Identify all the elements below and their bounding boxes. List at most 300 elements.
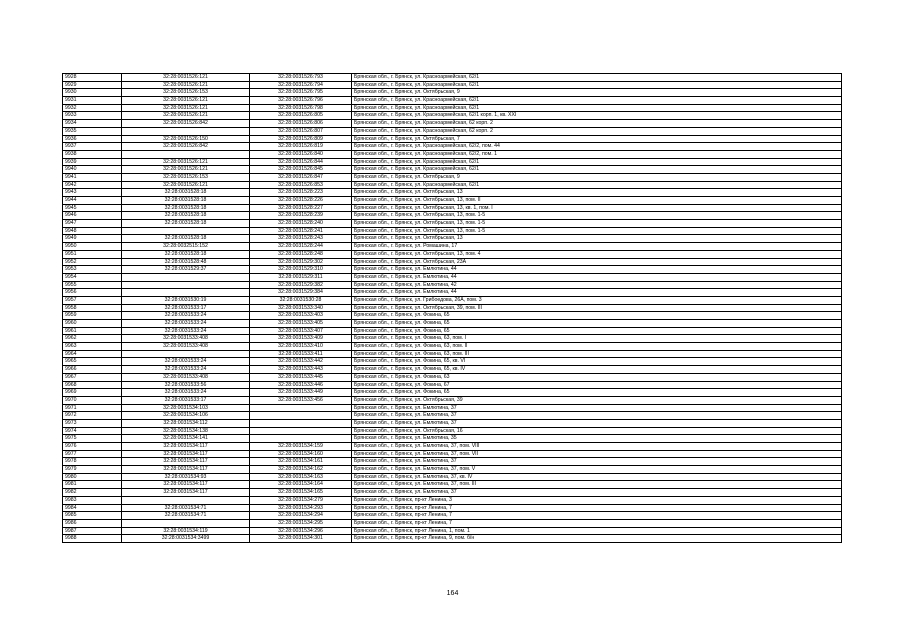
object-cadastral-number-cell: 32:28:0031529:382: [250, 281, 352, 289]
address-cell: Брянская обл., г. Брянск, ул. Красноармейская, 62 корп. 2: [352, 127, 842, 135]
land-cadastral-number-cell: [122, 350, 250, 358]
address-cell: Брянская обл., г. Брянск, ул. Октябрьская, 39, пом. III: [352, 304, 842, 312]
table-row: [63, 512, 842, 520]
object-cadastral-number-cell: 32:28:0031534:159: [250, 443, 352, 451]
address-cell: Брянская обл., г. Брянск, ул. Красноармейская, 62/1: [352, 74, 842, 82]
address-cell: Брянская обл., г. Брянск, ул. Емлютина, 37, пом. VIII: [352, 443, 842, 451]
table-row: [63, 358, 842, 366]
object-cadastral-number-cell: 32:28:0031533:403: [250, 312, 352, 320]
object-cadastral-number-cell: 32:28:0031533:446: [250, 381, 352, 389]
land-cadastral-number-cell: 32:28:0031530:19: [122, 296, 250, 304]
address-cell: Брянская обл., г. Брянск, ул. Фокина, 63, пом. II: [352, 343, 842, 351]
row-number-cell: 9983: [63, 496, 122, 504]
land-cadastral-number-cell: 32:28:0031534:112: [122, 419, 250, 427]
land-cadastral-number-cell: 32:28:0031533:56: [122, 381, 250, 389]
object-cadastral-number-cell: 32:28:0031526:809: [250, 135, 352, 143]
land-cadastral-number-cell: 32:28:0031528:18: [122, 204, 250, 212]
address-cell: Брянская обл., г. Брянск, ул. Фокина, 65, кв. IV: [352, 366, 842, 374]
address-cell: Брянская обл., г. Брянск, ул. Емлютина, 37: [352, 458, 842, 466]
land-cadastral-number-cell: 32:28:0031534:71: [122, 512, 250, 520]
table-row: [63, 458, 842, 466]
object-cadastral-number-cell: 32:28:0031526:853: [250, 181, 352, 189]
address-cell: Брянская обл., г. Брянск, ул. Октябрьская, 16: [352, 427, 842, 435]
row-number-cell: 9984: [63, 504, 122, 512]
address-cell: Брянская обл., г. Брянск, ул. Красноармейская, 62 корп. 2: [352, 120, 842, 128]
land-cadastral-number-cell: 32:28:0031534:3499: [122, 535, 250, 543]
land-cadastral-number-cell: 32:28:0031533:24: [122, 312, 250, 320]
table-row: [63, 450, 842, 458]
address-cell: Брянская обл., г. Брянск, ул. Емлютина, 37: [352, 489, 842, 497]
object-cadastral-number-cell: 32:28:0031534:301: [250, 535, 352, 543]
object-cadastral-number-cell: 32:28:0031533:456: [250, 396, 352, 404]
object-cadastral-number-cell: 32:28:0031529:384: [250, 289, 352, 297]
land-cadastral-number-cell: 32:28:0031528:48: [122, 258, 250, 266]
address-cell: Брянская обл., г. Брянск, ул. Октябрьская, 13, пом. II: [352, 197, 842, 205]
row-number-cell: 9956: [63, 289, 122, 297]
object-cadastral-number-cell: 32:28:0031534:161: [250, 458, 352, 466]
table-row: [63, 320, 842, 328]
address-cell: Брянская обл., г. Брянск, ул. Октябрьская, 13, пом. 1-5: [352, 227, 842, 235]
land-cadastral-number-cell: 32:28:0031533:24: [122, 366, 250, 374]
table-row: [63, 150, 842, 158]
table-row: [63, 189, 842, 197]
table-row: [63, 220, 842, 228]
object-cadastral-number-cell: 32:28:0031533:409: [250, 335, 352, 343]
table-row: [63, 527, 842, 535]
land-cadastral-number-cell: 32:28:0031534:117: [122, 458, 250, 466]
table-row: [63, 158, 842, 166]
table-row: [63, 112, 842, 120]
registry-table-body: [63, 74, 842, 543]
object-cadastral-number-cell: 32:28:0031533:410: [250, 343, 352, 351]
address-cell: Брянская обл., г. Брянск, ул. Октябрьская, 7: [352, 135, 842, 143]
land-cadastral-number-cell: 32:28:0031533:408: [122, 343, 250, 351]
table-row: [63, 312, 842, 320]
land-cadastral-number-cell: 32:28:0031534:117: [122, 466, 250, 474]
land-cadastral-number-cell: 32:28:0031526:153: [122, 89, 250, 97]
land-cadastral-number-cell: 32:28:0031533:408: [122, 335, 250, 343]
row-number-cell: 9939: [63, 158, 122, 166]
address-cell: Брянская обл., г. Брянск, ул. Октябрьская, 9: [352, 173, 842, 181]
address-cell: Брянская обл., г. Брянск, ул. Красноармейская, 62/2, пом. 1: [352, 150, 842, 158]
row-number-cell: 9933: [63, 112, 122, 120]
land-cadastral-number-cell: 32:28:0031534:138: [122, 427, 250, 435]
table-row: [63, 427, 842, 435]
object-cadastral-number-cell: 32:28:0031528:226: [250, 197, 352, 205]
address-cell: Брянская обл., г. Брянск, ул. Емлютина, 35: [352, 435, 842, 443]
row-number-cell: 9953: [63, 266, 122, 274]
table-row: [63, 335, 842, 343]
land-cadastral-number-cell: [122, 273, 250, 281]
table-row: [63, 258, 842, 266]
row-number-cell: 9970: [63, 396, 122, 404]
object-cadastral-number-cell: 32:28:0031526:806: [250, 120, 352, 128]
address-cell: Брянская обл., г. Брянск, ул. Емлютина, 37, пом. VII: [352, 450, 842, 458]
row-number-cell: 9988: [63, 535, 122, 543]
table-row: [63, 435, 842, 443]
land-cadastral-number-cell: 32:28:0031526:121: [122, 74, 250, 82]
address-cell: Брянская обл., г. Брянск, ул. Октябрьская, 13: [352, 189, 842, 197]
object-cadastral-number-cell: [250, 412, 352, 420]
object-cadastral-number-cell: 32:28:0031533:443: [250, 366, 352, 374]
land-cadastral-number-cell: 32:28:0031533:24: [122, 358, 250, 366]
address-cell: Брянская обл., г. Брянск, ул. Октябрьская, 13, пом. 1-5: [352, 212, 842, 220]
row-number-cell: 9954: [63, 273, 122, 281]
object-cadastral-number-cell: 32:28:0031526:844: [250, 158, 352, 166]
address-cell: Брянская обл., г. Брянск, ул. Фокина, 65: [352, 312, 842, 320]
table-row: [63, 466, 842, 474]
address-cell: Брянская обл., г. Брянск, ул. Емлютина, 42: [352, 281, 842, 289]
table-row: [63, 327, 842, 335]
row-number-cell: 9942: [63, 181, 122, 189]
row-number-cell: 9930: [63, 89, 122, 97]
object-cadastral-number-cell: 32:28:0031528:223: [250, 189, 352, 197]
object-cadastral-number-cell: 32:28:0031529:310: [250, 266, 352, 274]
table-row: [63, 350, 842, 358]
table-row: [63, 343, 842, 351]
row-number-cell: 9969: [63, 389, 122, 397]
address-cell: Брянская обл., г. Брянск, ул. Октябрьская, 13, кв. 1, пом. I: [352, 204, 842, 212]
table-row: [63, 143, 842, 151]
land-cadastral-number-cell: 32:28:0032515:152: [122, 243, 250, 251]
land-cadastral-number-cell: 32:28:0031534:103: [122, 404, 250, 412]
object-cadastral-number-cell: 32:28:0031529:311: [250, 273, 352, 281]
object-cadastral-number-cell: 32:28:0031526:840: [250, 150, 352, 158]
table-row: [63, 419, 842, 427]
land-cadastral-number-cell: [122, 281, 250, 289]
object-cadastral-number-cell: 32:28:0031530:28: [250, 296, 352, 304]
table-row: [63, 250, 842, 258]
table-row: [63, 89, 842, 97]
row-number-cell: 9949: [63, 235, 122, 243]
table-row: [63, 81, 842, 89]
land-cadastral-number-cell: 32:28:0031526:121: [122, 104, 250, 112]
object-cadastral-number-cell: 32:28:0031528:248: [250, 250, 352, 258]
land-cadastral-number-cell: [122, 496, 250, 504]
row-number-cell: 9972: [63, 412, 122, 420]
address-cell: Брянская обл., г. Брянск, ул. Октябрьская, 13, пом. 4: [352, 250, 842, 258]
address-cell: Брянская обл., г. Брянск, ул. Красноармейская, 62/1: [352, 166, 842, 174]
table-row: [63, 227, 842, 235]
table-row: [63, 443, 842, 451]
address-cell: Брянская обл., г. Брянск, пр-кт Ленина, 7: [352, 504, 842, 512]
row-number-cell: 9978: [63, 458, 122, 466]
address-cell: Брянская обл., г. Брянск, ул. Красноармейская, 62/1: [352, 97, 842, 105]
object-cadastral-number-cell: 32:28:0031534:294: [250, 512, 352, 520]
address-cell: Брянская обл., г. Брянск, ул. Емлютина, 37, пом. V: [352, 466, 842, 474]
object-cadastral-number-cell: 32:28:0031528:240: [250, 220, 352, 228]
object-cadastral-number-cell: 32:28:0031526:794: [250, 81, 352, 89]
table-row: [63, 197, 842, 205]
row-number-cell: 9975: [63, 435, 122, 443]
object-cadastral-number-cell: [250, 419, 352, 427]
object-cadastral-number-cell: 32:28:0031534:164: [250, 481, 352, 489]
row-number-cell: 9934: [63, 120, 122, 128]
land-cadastral-number-cell: [122, 289, 250, 297]
address-cell: Брянская обл., г. Брянск, ул. Фокина, 63, пом. I: [352, 335, 842, 343]
address-cell: Брянская обл., г. Брянск, пр-кт Ленина, 7: [352, 519, 842, 527]
land-cadastral-number-cell: 32:28:0031528:18: [122, 212, 250, 220]
table-row: [63, 127, 842, 135]
table-row: [63, 204, 842, 212]
address-cell: Брянская обл., г. Брянск, ул. Емлютина, 37, кв. IV: [352, 473, 842, 481]
object-cadastral-number-cell: 32:28:0031534:279: [250, 496, 352, 504]
row-number-cell: 9971: [63, 404, 122, 412]
land-cadastral-number-cell: 32:28:0031526:121: [122, 112, 250, 120]
table-row: [63, 120, 842, 128]
object-cadastral-number-cell: 32:28:0031533:340: [250, 304, 352, 312]
table-row: [63, 281, 842, 289]
row-number-cell: 9965: [63, 358, 122, 366]
address-cell: Брянская обл., г. Брянск, ул. Емлютина, 37: [352, 412, 842, 420]
table-row: [63, 135, 842, 143]
table-row: [63, 104, 842, 112]
row-number-cell: 9951: [63, 250, 122, 258]
address-cell: Брянская обл., г. Брянск, ул. Емлютина, 44: [352, 289, 842, 297]
object-cadastral-number-cell: 32:28:0031528:244: [250, 243, 352, 251]
land-cadastral-number-cell: 32:28:0031534:141: [122, 435, 250, 443]
table-row: [63, 481, 842, 489]
row-number-cell: 9947: [63, 220, 122, 228]
land-cadastral-number-cell: 32:28:0031533:24: [122, 389, 250, 397]
object-cadastral-number-cell: 32:28:0031528:243: [250, 235, 352, 243]
table-row: [63, 181, 842, 189]
object-cadastral-number-cell: [250, 404, 352, 412]
address-cell: Брянская обл., г. Брянск, ул. Октябрьская, 39: [352, 396, 842, 404]
row-number-cell: 9940: [63, 166, 122, 174]
object-cadastral-number-cell: 32:28:0031526:847: [250, 173, 352, 181]
row-number-cell: 9952: [63, 258, 122, 266]
object-cadastral-number-cell: 32:28:0031534:162: [250, 466, 352, 474]
address-cell: Брянская обл., г. Брянск, ул. Фокина, 63, пом. III: [352, 350, 842, 358]
registry-table: [62, 73, 842, 543]
land-cadastral-number-cell: [122, 519, 250, 527]
row-number-cell: 9957: [63, 296, 122, 304]
object-cadastral-number-cell: 32:28:0031533:405: [250, 320, 352, 328]
object-cadastral-number-cell: 32:28:0031534:293: [250, 504, 352, 512]
land-cadastral-number-cell: 32:28:0031534:106: [122, 412, 250, 420]
land-cadastral-number-cell: 32:28:0031534:93: [122, 473, 250, 481]
row-number-cell: 9955: [63, 281, 122, 289]
land-cadastral-number-cell: 32:28:0031534:119: [122, 527, 250, 535]
address-cell: Брянская обл., г. Брянск, ул. Емлютина, 37, пом. III: [352, 481, 842, 489]
row-number-cell: 9979: [63, 466, 122, 474]
address-cell: Брянская обл., г. Брянск, ул. Октябрьская, 23А: [352, 258, 842, 266]
land-cadastral-number-cell: 32:28:0031526:842: [122, 120, 250, 128]
row-number-cell: 9964: [63, 350, 122, 358]
address-cell: Брянская обл., г. Брянск, ул. Красноармейская, 62/1 корп. 1, кв. XXI: [352, 112, 842, 120]
land-cadastral-number-cell: 32:28:0031533:24: [122, 320, 250, 328]
table-row: [63, 519, 842, 527]
land-cadastral-number-cell: 32:28:0031534:117: [122, 481, 250, 489]
object-cadastral-number-cell: 32:28:0031526:845: [250, 166, 352, 174]
row-number-cell: 9945: [63, 204, 122, 212]
address-cell: Брянская обл., г. Брянск, ул. Фокина, 65: [352, 327, 842, 335]
table-row: [63, 381, 842, 389]
table-row: [63, 412, 842, 420]
land-cadastral-number-cell: 32:28:0031533:17: [122, 396, 250, 404]
land-cadastral-number-cell: [122, 150, 250, 158]
land-cadastral-number-cell: 32:28:0031526:121: [122, 158, 250, 166]
land-cadastral-number-cell: 32:28:0031533:408: [122, 373, 250, 381]
land-cadastral-number-cell: 32:28:0031528:18: [122, 220, 250, 228]
object-cadastral-number-cell: 32:28:0031528:241: [250, 227, 352, 235]
row-number-cell: 9944: [63, 197, 122, 205]
object-cadastral-number-cell: 32:28:0031534:160: [250, 450, 352, 458]
address-cell: Брянская обл., г. Брянск, ул. Фокина, 67: [352, 381, 842, 389]
table-row: [63, 289, 842, 297]
row-number-cell: 9943: [63, 189, 122, 197]
table-row: [63, 373, 842, 381]
land-cadastral-number-cell: 32:28:0031533:24: [122, 327, 250, 335]
address-cell: Брянская обл., г. Брянск, ул. Грибоедова, 26А, пом. 3: [352, 296, 842, 304]
address-cell: Брянская обл., г. Брянск, ул. Фокина, 65, кв. VI: [352, 358, 842, 366]
row-number-cell: 9968: [63, 381, 122, 389]
land-cadastral-number-cell: 32:28:0031526:150: [122, 135, 250, 143]
address-cell: Брянская обл., г. Брянск, ул. Емлютина, 44: [352, 266, 842, 274]
object-cadastral-number-cell: 32:28:0031526:807: [250, 127, 352, 135]
address-cell: Брянская обл., г. Брянск, ул. Красноармейская, 62/1: [352, 104, 842, 112]
object-cadastral-number-cell: 32:28:0031526:793: [250, 74, 352, 82]
land-cadastral-number-cell: 32:28:0031528:18: [122, 189, 250, 197]
address-cell: Брянская обл., г. Брянск, ул. Фокина, 63: [352, 373, 842, 381]
object-cadastral-number-cell: 32:28:0031526:798: [250, 104, 352, 112]
table-row: [63, 304, 842, 312]
object-cadastral-number-cell: 32:28:0031533:449: [250, 389, 352, 397]
object-cadastral-number-cell: 32:28:0031526:795: [250, 89, 352, 97]
land-cadastral-number-cell: 32:28:0031528:18: [122, 235, 250, 243]
land-cadastral-number-cell: 32:28:0031534:71: [122, 504, 250, 512]
land-cadastral-number-cell: 32:28:0031526:121: [122, 81, 250, 89]
row-number-cell: 9929: [63, 81, 122, 89]
address-cell: Брянская обл., г. Брянск, пр-кт Ленина, 7: [352, 512, 842, 520]
page-number: 164: [446, 590, 459, 597]
table-row: [63, 296, 842, 304]
object-cadastral-number-cell: 32:28:0031526:796: [250, 97, 352, 105]
object-cadastral-number-cell: 32:28:0031533:411: [250, 350, 352, 358]
address-cell: Брянская обл., г. Брянск, пр-кт Ленина, 9, пом. б/н: [352, 535, 842, 543]
row-number-cell: 9962: [63, 335, 122, 343]
address-cell: Брянская обл., г. Брянск, ул. Красноармейская, 62/1: [352, 158, 842, 166]
row-number-cell: 9963: [63, 343, 122, 351]
row-number-cell: 9976: [63, 443, 122, 451]
object-cadastral-number-cell: 32:28:0031526:805: [250, 112, 352, 120]
object-cadastral-number-cell: 32:28:0031528:227: [250, 204, 352, 212]
address-cell: Брянская обл., г. Брянск, ул. Емлютина, 44: [352, 273, 842, 281]
row-number-cell: 9959: [63, 312, 122, 320]
land-cadastral-number-cell: 32:28:0031534:117: [122, 489, 250, 497]
table-row: [63, 166, 842, 174]
row-number-cell: 9966: [63, 366, 122, 374]
row-number-cell: 9974: [63, 427, 122, 435]
table-row: [63, 366, 842, 374]
row-number-cell: 9928: [63, 74, 122, 82]
address-cell: Брянская обл., г. Брянск, ул. Ромашина, 17: [352, 243, 842, 251]
row-number-cell: 9981: [63, 481, 122, 489]
row-number-cell: 9941: [63, 173, 122, 181]
table-row: [63, 404, 842, 412]
address-cell: Брянская обл., г. Брянск, ул. Фокина, 65: [352, 320, 842, 328]
row-number-cell: 9980: [63, 473, 122, 481]
table-row: [63, 212, 842, 220]
row-number-cell: 9938: [63, 150, 122, 158]
object-cadastral-number-cell: 32:28:0031533:442: [250, 358, 352, 366]
table-row: [63, 235, 842, 243]
row-number-cell: 9958: [63, 304, 122, 312]
object-cadastral-number-cell: 32:28:0031534:295: [250, 519, 352, 527]
table-row: [63, 396, 842, 404]
row-number-cell: 9973: [63, 419, 122, 427]
table-row: [63, 74, 842, 82]
row-number-cell: 9932: [63, 104, 122, 112]
object-cadastral-number-cell: 32:28:0031534:163: [250, 473, 352, 481]
row-number-cell: 9960: [63, 320, 122, 328]
table-row: [63, 389, 842, 397]
land-cadastral-number-cell: 32:28:0031533:17: [122, 304, 250, 312]
land-cadastral-number-cell: 32:28:0031528:18: [122, 197, 250, 205]
land-cadastral-number-cell: 32:28:0031528:18: [122, 250, 250, 258]
table-row: [63, 496, 842, 504]
row-number-cell: 9987: [63, 527, 122, 535]
table-row: [63, 97, 842, 105]
address-cell: Брянская обл., г. Брянск, пр-кт Ленина, 3: [352, 496, 842, 504]
row-number-cell: 9967: [63, 373, 122, 381]
land-cadastral-number-cell: [122, 227, 250, 235]
address-cell: Брянская обл., г. Брянск, ул. Фокина, 65: [352, 389, 842, 397]
row-number-cell: 9948: [63, 227, 122, 235]
object-cadastral-number-cell: 32:28:0031533:407: [250, 327, 352, 335]
land-cadastral-number-cell: 32:28:0031526:842: [122, 143, 250, 151]
object-cadastral-number-cell: 32:28:0031534:165: [250, 489, 352, 497]
row-number-cell: 9986: [63, 519, 122, 527]
row-number-cell: 9931: [63, 97, 122, 105]
row-number-cell: 9946: [63, 212, 122, 220]
table-row: [63, 504, 842, 512]
object-cadastral-number-cell: [250, 427, 352, 435]
row-number-cell: 9977: [63, 450, 122, 458]
object-cadastral-number-cell: 32:28:0031534:296: [250, 527, 352, 535]
address-cell: Брянская обл., г. Брянск, ул. Красноармейская, 62/2, пом. 44: [352, 143, 842, 151]
row-number-cell: 9985: [63, 512, 122, 520]
object-cadastral-number-cell: 32:28:0031526:819: [250, 143, 352, 151]
land-cadastral-number-cell: 32:28:0031526:121: [122, 97, 250, 105]
table-row: [63, 273, 842, 281]
land-cadastral-number-cell: 32:28:0031526:121: [122, 181, 250, 189]
row-number-cell: 9982: [63, 489, 122, 497]
address-cell: Брянская обл., г. Брянск, ул. Красноармейская, 62/1: [352, 181, 842, 189]
address-cell: Брянская обл., г. Брянск, ул. Октябрьская, 13: [352, 235, 842, 243]
address-cell: Брянская обл., г. Брянск, пр-кт Ленина, 1, пом. 1: [352, 527, 842, 535]
land-cadastral-number-cell: 32:28:0031526:121: [122, 166, 250, 174]
object-cadastral-number-cell: [250, 435, 352, 443]
row-number-cell: 9937: [63, 143, 122, 151]
address-cell: Брянская обл., г. Брянск, ул. Красноармейская, 62/1: [352, 81, 842, 89]
table-row: [63, 173, 842, 181]
object-cadastral-number-cell: 32:28:0031528:239: [250, 212, 352, 220]
row-number-cell: 9950: [63, 243, 122, 251]
land-cadastral-number-cell: 32:28:0031534:117: [122, 450, 250, 458]
address-cell: Брянская обл., г. Брянск, ул. Октябрьская, 9: [352, 89, 842, 97]
object-cadastral-number-cell: 32:28:0031529:302: [250, 258, 352, 266]
row-number-cell: 9935: [63, 127, 122, 135]
object-cadastral-number-cell: 32:28:0031533:445: [250, 373, 352, 381]
address-cell: Брянская обл., г. Брянск, ул. Октябрьская, 13, пом. 1-5: [352, 220, 842, 228]
address-cell: Брянская обл., г. Брянск, ул. Емлютина, 37: [352, 419, 842, 427]
land-cadastral-number-cell: 32:28:0031526:153: [122, 173, 250, 181]
land-cadastral-number-cell: 32:28:0031534:117: [122, 443, 250, 451]
row-number-cell: 9936: [63, 135, 122, 143]
table-row: [63, 535, 842, 543]
